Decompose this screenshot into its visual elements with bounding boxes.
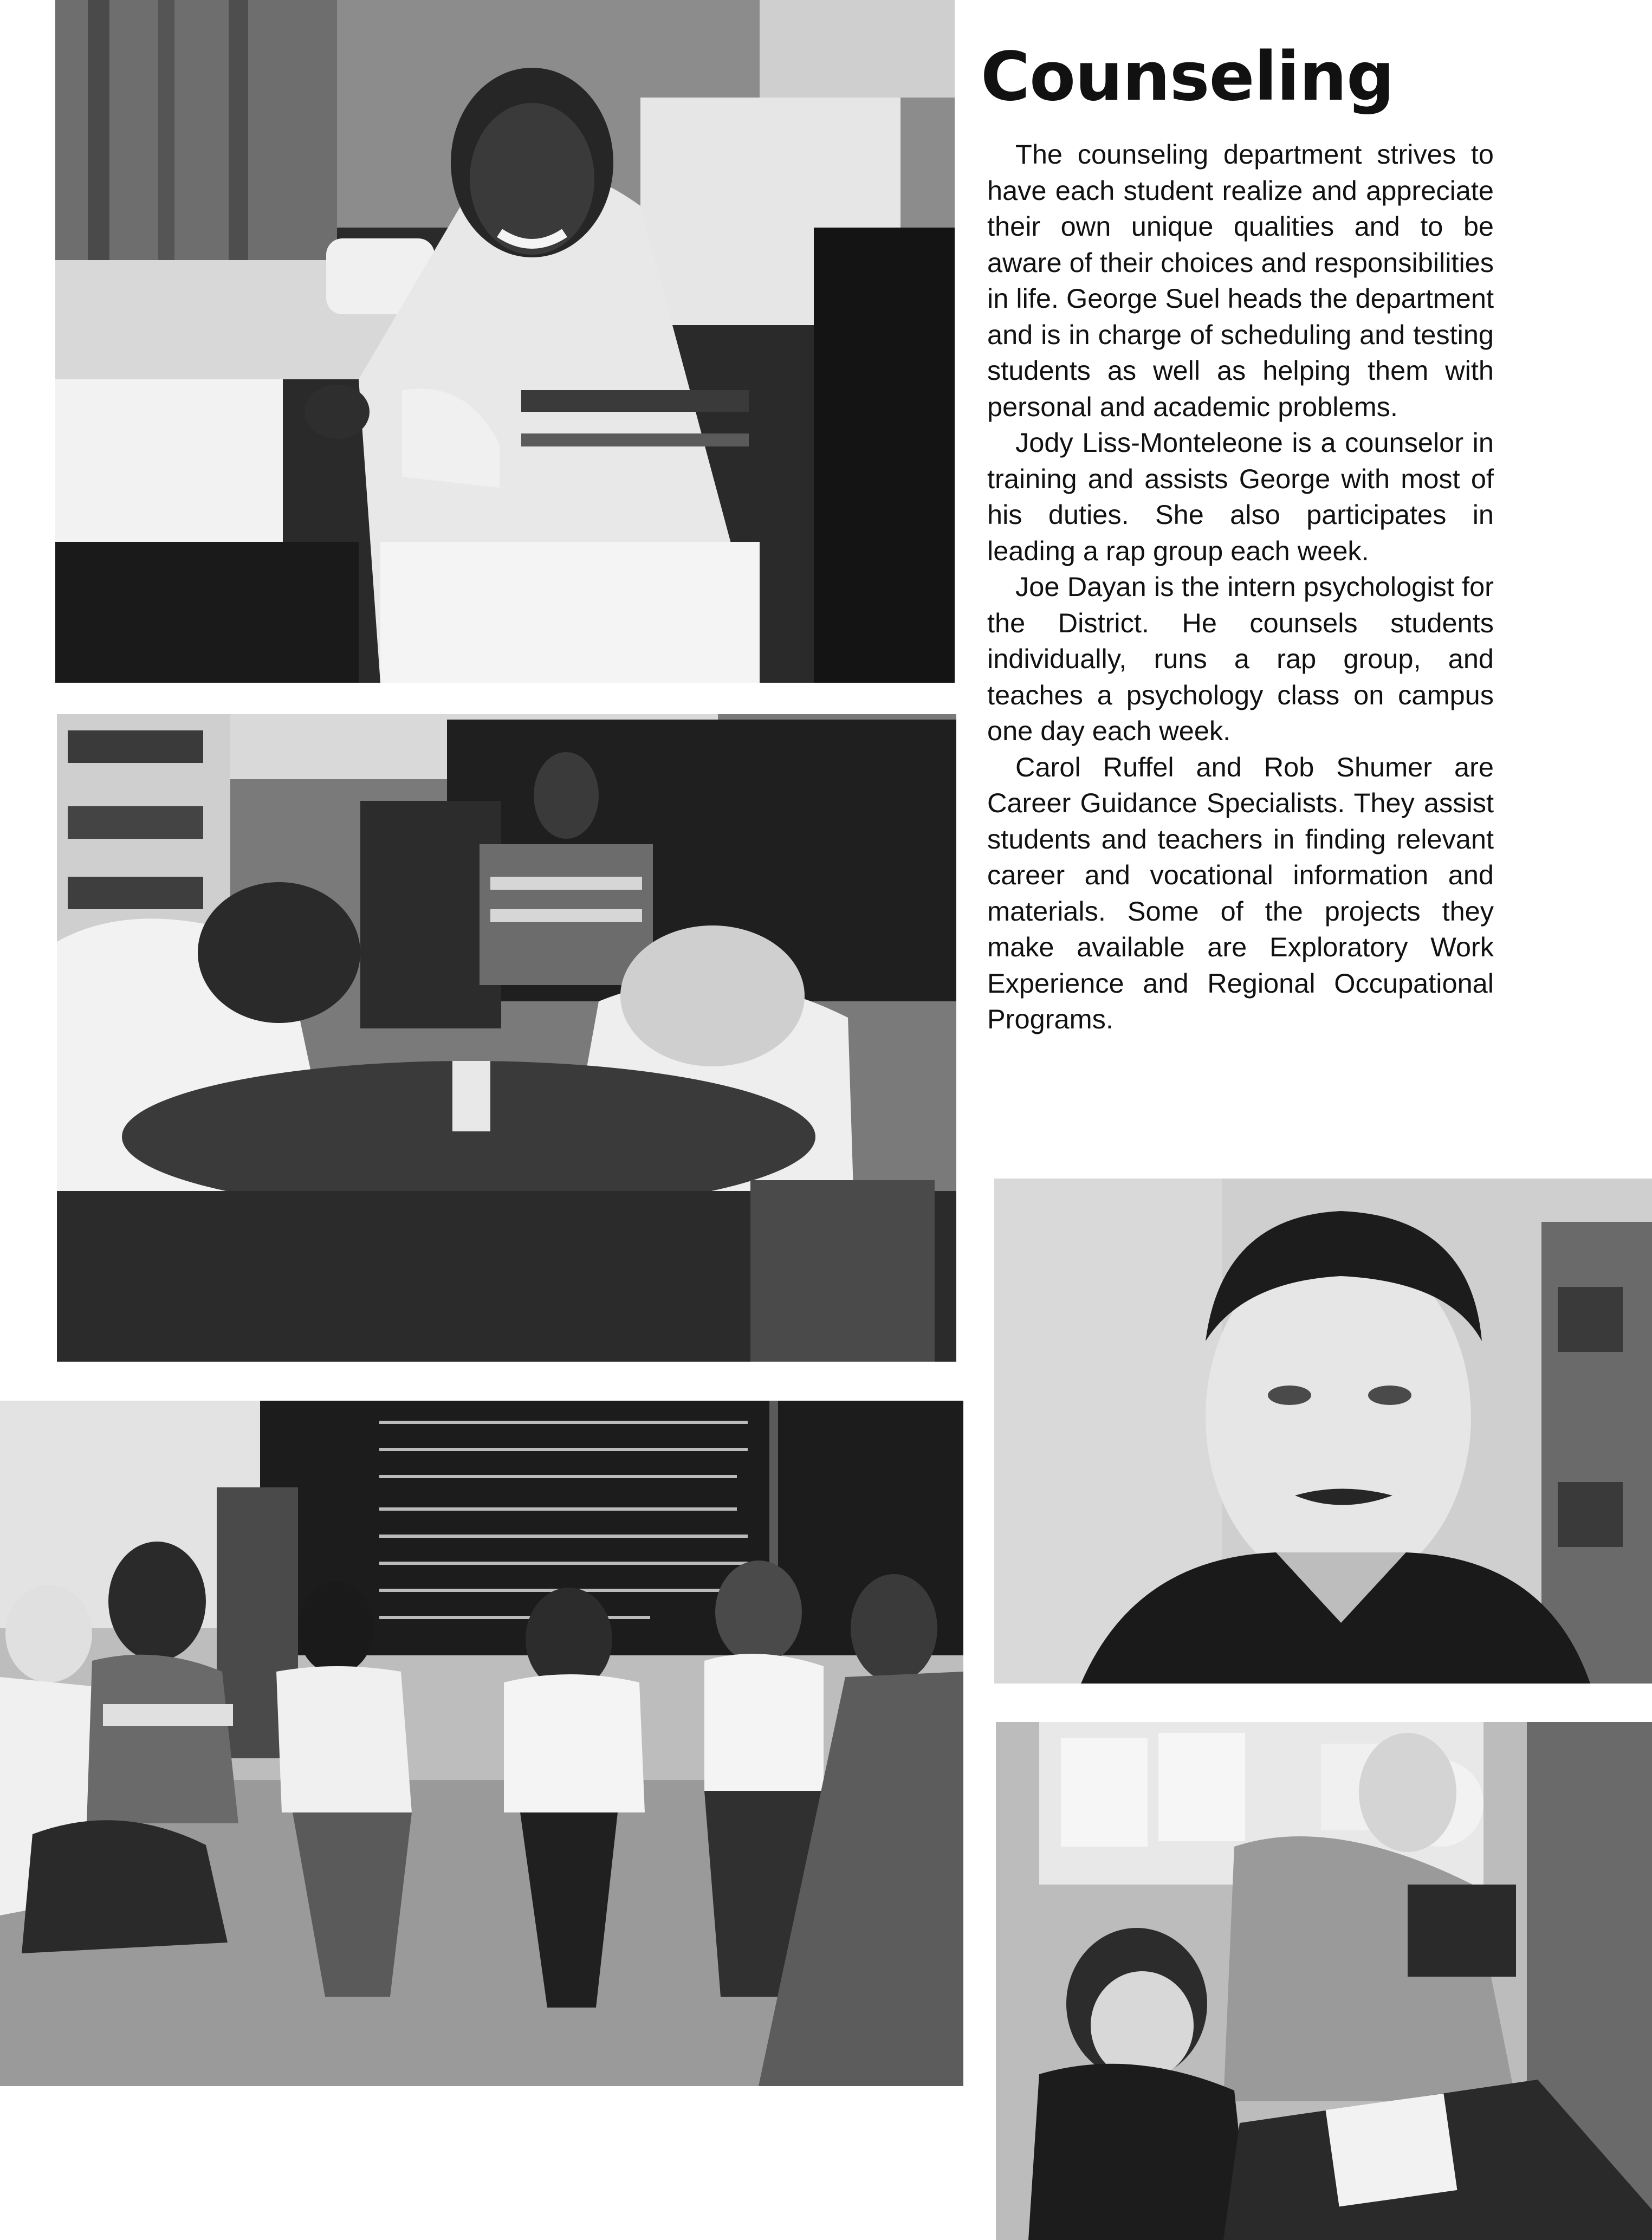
paragraph-counseling-department: The counseling department strives to have each student realize and appreciate their own unique qualities and to be aware of their choices and responsibilities in life. George Suel heads the department and is in charge of scheduling and testing students as well as helping them with personal and academic problems. [987, 139, 1494, 422]
photo-counselor-at-desk [55, 0, 955, 683]
photo-counseling-session-table [57, 714, 956, 1362]
photo-portrait-staff-member [994, 1179, 1652, 1684]
article-body [987, 137, 1494, 1038]
paragraph-career-guidance: Carol Ruffel and Rob Shumer are Career Guidance Specialists. They assist students and teachers in finding relevant career and vocational information and materials. Some of the projects they make available are Exploratory Work Experience and Regional Occupational Programs. [987, 751, 1494, 1034]
page-title: Counseling [981, 38, 1394, 116]
paragraph-jody-liss-monteleone: Jody Liss-Monteleone is a counselor in training and assists George with most of his duties. She also participates in leading a rap group each week. [987, 427, 1494, 566]
paragraph-joe-dayan: Joe Dayan is the intern psychologist for the District. He counsels students individually, runs a rap group, and teaches a psychology class on campus one day each week. [987, 571, 1494, 746]
photo-rap-group-circle [0, 1401, 963, 2086]
photo-career-guidance-desk [996, 1722, 1652, 2240]
